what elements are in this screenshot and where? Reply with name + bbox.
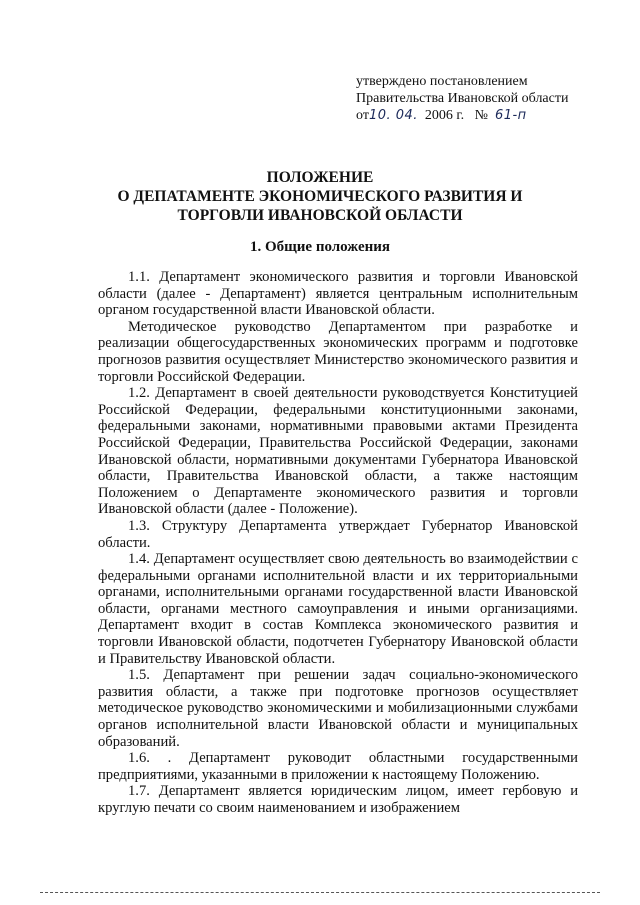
approval-line-2: Правительства Ивановской области [356, 91, 569, 106]
paragraph-1-2: 1.2. Департамент в своей деятельности руководствуется Конституцией Российской Федерации, федеральными конституционными законами, федеральными законами, нормативными правовыми актами Президента Российской Федерации, Правительства Российской Федерации, законами Ивановской области, нормативными документами Губернатора Ивановской области, Правительства Ивановской области, а также настоящим Положением о Департаменте экономического развития и торговли Ивановской области (далее - Положение). [98, 385, 578, 518]
paragraph-methodical: Методическое руководство Департаментом при разработке и реализации общегосударственных экономических программ и подготовке прогнозов развития осуществляет Министерство экономического развития и торговли Российской Федерации. [98, 318, 578, 385]
title-line-1: ПОЛОЖЕНИЕ [266, 169, 374, 186]
paragraph-1-3: 1.3. Структуру Департамента утверждает Губернатор Ивановской области. [98, 517, 578, 551]
scan-edge-line [40, 892, 600, 893]
title-line-2: О ДЕПАТАМЕНТЕ ЭКОНОМИЧЕСКОГО РАЗВИТИЯ И [117, 188, 523, 205]
handwritten-date: 10. 04. [368, 108, 418, 123]
section-heading: 1. Общие положения [249, 239, 391, 255]
approval-line-3 [356, 107, 616, 124]
paragraph-1-4: 1.4. Департамент осуществляет свою деятельность во взаимодействии с федеральными органами исполнительной власти и их территориальными органами, исполнительными органами государственной власти Ивановской области, органами местного самоуправления и иными организациями. Департамент входит в состав Комплекса экономического развития и торговли Ивановской области, подотчетен Губернатору Ивановской области и Правительству Ивановской области. [98, 551, 578, 667]
paragraph-1-6: 1.6. . Департамент руководит областными государственными предприятиями, указанными в приложении к настоящему Положению. [98, 750, 578, 783]
paragraph-1-7: 1.7. Департамент является юридическим лицом, имеет гербовую и круглую печати со своим наименованием и изображением [98, 783, 578, 816]
paragraph-1-5: 1.5. Департамент при решении задач социально-экономического развития области, а также при подготовке прогнозов осуществляет методическое руководство экономическими и мобилизационными службами органов исполнительной власти Ивановской области и муниципальных образований. [98, 667, 578, 750]
title-line-3: ТОРГОВЛИ ИВАНОВСКОЙ ОБЛАСТИ [177, 207, 463, 224]
approval-number-label: № [474, 108, 488, 123]
approval-line-1: утверждено постановлением [356, 74, 528, 89]
handwritten-number: 61-п [494, 108, 527, 123]
approval-stamp [356, 73, 616, 124]
document-body [98, 269, 578, 817]
document-title [0, 168, 640, 225]
paragraph-1-1: 1.1. Департамент экономического развития и торговли Ивановской области (далее - Департамент) является центральным исполнительным органом государственной власти Ивановской области. [98, 269, 578, 319]
approval-prefix: от [356, 108, 369, 123]
approval-year: 2006 г. [424, 108, 465, 123]
